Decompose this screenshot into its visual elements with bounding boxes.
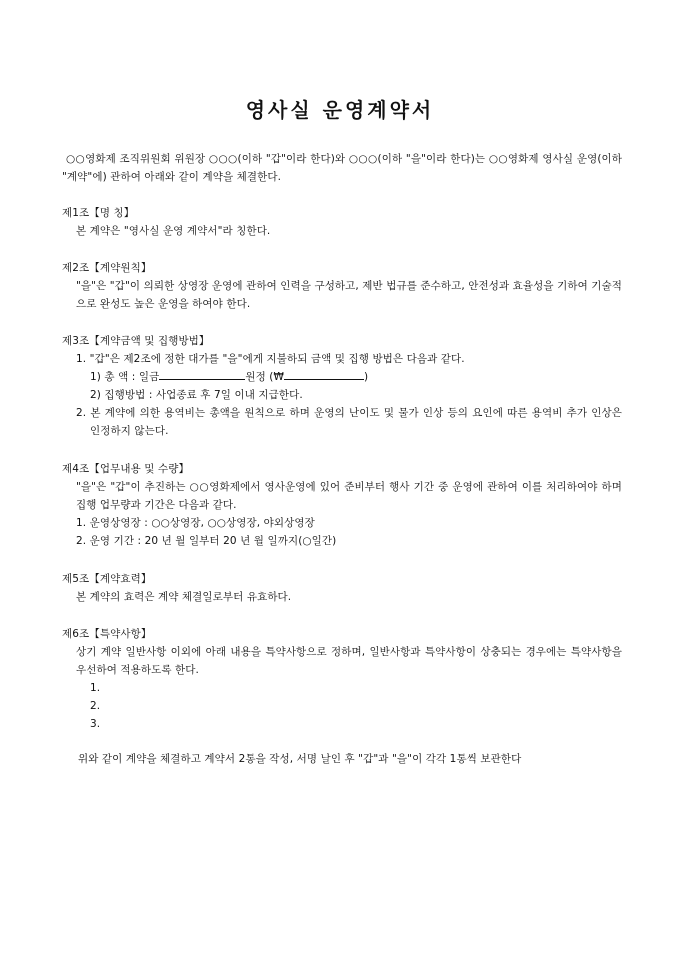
article-1 [62,204,622,240]
special-item-2: 2. [90,700,101,712]
article-4-item-1: 1. 운영상영장 : ○○상영장, ○○상영장, 야외상영장 [76,517,315,529]
article-3-heading: 제3조【계약금액 및 집행방법】 [62,335,210,347]
amount-close-paren: ) [363,371,369,383]
amount-blank-numeric [284,368,364,380]
article-6-heading: 제6조【특약사항】 [62,628,152,640]
article-3-item-1: 1. "갑"은 제2조에 정한 대가를 "을"에게 지불하되 금액 및 집행 방법은 다음과 같다. [76,353,465,365]
special-item-3: 3. [90,718,101,730]
article-4 [62,460,622,550]
article-2 [62,259,622,313]
intro-paragraph: ○○영화제 조직위원회 위원장 ○○○(이하 "갑"이라 한다)와 ○○○(이하 "을"이라 한다)는 ○○영화제 영사실 운영(이하 "계약"에) 관하여 아래와 같이 계약을 체결한다. [62,153,622,183]
article-6-body: 상기 계약 일반사항 이외에 아래 내용을 특약사항으로 정하며, 일반사항과 특약사항이 상충되는 경우에는 특약사항을 우선하여 적용하도록 한다. [76,646,622,676]
article-1-body: 본 계약은 "영사실 운영 계약서"라 칭한다. [76,225,271,237]
article-4-body: "을"은 "갑"이 추진하는 ○○영화제에서 영사운영에 있어 준비부터 행사 기간 중 운영에 관하여 이를 처리하여야 하며 집행 업무량과 기간은 다음과 같다. [76,481,622,511]
article-2-heading: 제2조【계약원칙】 [62,262,152,274]
closing-statement: 위와 같이 계약을 체결하고 계약서 2통을 작성, 서명 날인 후 "갑"과 "을"이 각각 1통씩 보관한다 [78,753,522,765]
article-3 [62,332,622,440]
special-item-1: 1. [90,682,101,694]
article-3-item-2: 2. 본 계약에 의한 용역비는 총액을 원칙으로 하며 운영의 난이도 및 물가 인상 등의 요인에 따른 용역비 추가 인상은 인정하지 않는다. [76,407,622,437]
article-3-sub-2: 2) 집행방법 : 사업종료 후 7일 이내 지급한다. [90,389,303,401]
total-amount-label: 1) 총 액 : 일금 [90,371,160,383]
amount-won-label: 원정 (₩ [245,371,284,383]
article-5-body: 본 계약의 효력은 계약 체결일로부터 유효하다. [76,591,292,603]
article-6 [62,625,622,733]
article-5-heading: 제5조【계약효력】 [62,573,152,585]
article-5 [62,570,622,606]
amount-blank-korean [159,368,245,380]
document-title: 영사실 운영계약서 [245,98,435,122]
article-2-body: "을"은 "갑"이 의뢰한 상영장 운영에 관하여 인력을 구성하고, 제반 법규를 준수하고, 안전성과 효율성을 기하여 기술적으로 완성도 높은 운영을 하여야 한다. [76,280,622,310]
article-1-heading: 제1조【명 칭】 [62,207,135,219]
article-4-heading: 제4조【업무내용 및 수량】 [62,463,190,475]
article-4-item-2: 2. 운영 기간 : 20 년 월 일부터 20 년 월 일까지(○일간) [76,535,337,547]
article-3-sub-1 [62,368,622,386]
